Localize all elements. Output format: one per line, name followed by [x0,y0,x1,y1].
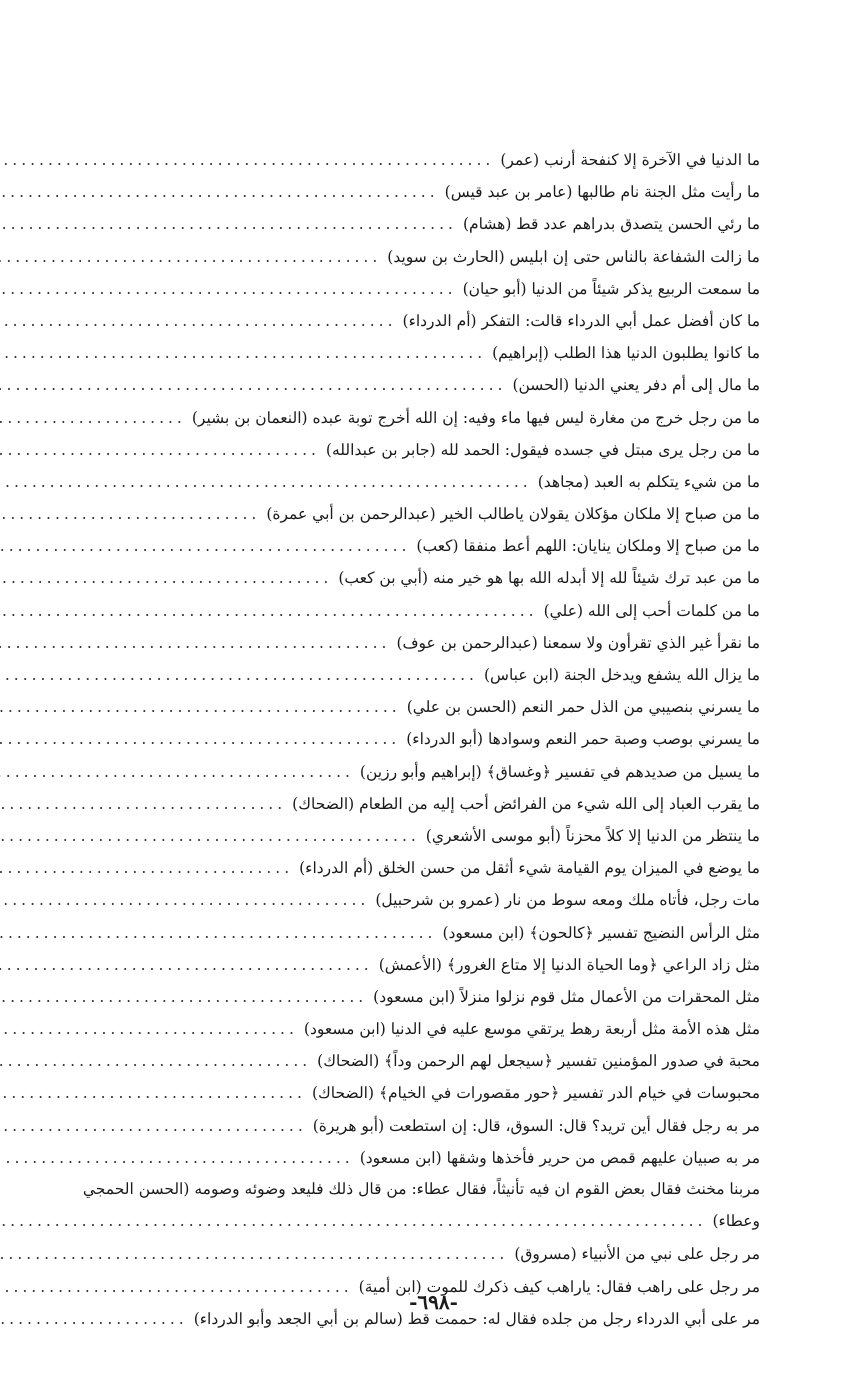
index-entry [86,633,760,665]
leader-dots [0,891,369,909]
index-entry [86,247,760,279]
index-entry [86,214,760,246]
entry-text: ما من صباح إلا ملكان مؤكلان يقولان ياطالب الخير (عبدالرحمن بن أبي عمرة) [266,505,760,524]
entry-text: ما سمعت الربيع يذكر شيئاً من الدنيا (أبو حيان) [462,279,760,298]
entry-text: ما يسرني بنصيبي من الذل حمر النعم (الحسن بن علي) [406,698,760,717]
leader-dots [0,1149,354,1167]
index-entry [86,1083,760,1115]
index-entry [86,1116,760,1148]
index-entry [86,1019,760,1051]
entry-text: ما من عبد ترك شيئاً لله إلا أبدله الله بها هو خير منه (أبي بن كعب) [338,569,760,588]
entry-text: مر رجل على راهب فقال: ياراهب كيف ذكرك للموت (ابن أمية) [358,1277,760,1296]
entry-text: ما يوضع في الميزان يوم القيامة شيء أثقل من حسن الخلق (أم الدرداء) [299,859,760,878]
entry-text-line2: وعطاء) [712,1212,760,1231]
entry-text: مر رجل على نبي من الأنبياء (مسروق) [514,1245,760,1264]
leader-dots [0,666,478,684]
leader-dots [0,1084,306,1102]
leader-dots [0,1117,307,1135]
leader-dots [0,280,457,298]
leader-dots [0,763,354,781]
index-entry [86,440,760,472]
entry-text: ما يقرب العباد إلى الله شيء من الفرائض أحب إليه من الطعام (الضحاك) [292,794,760,813]
leader-dots [0,859,293,877]
entry-text: ما من رجل خرج من مغارة ليس فيها ماء وفيه: إن الله أخرج توبة عبده (النعمان بن بشير) [191,408,760,427]
index-entry [86,375,760,407]
leader-dots [0,827,420,845]
leader-dots [0,569,332,587]
leader-dots [0,505,260,523]
index-entry [86,311,760,343]
page-number: -٦٩٨- [409,1290,458,1314]
leader-dots [0,344,486,362]
entry-text: ما نقرأ غير الذي تقرأون ولا سمعنا (عبدالرحمن بن عوف) [396,633,760,652]
entry-text: ما من كلمات أحب إلى الله (علي) [543,601,760,620]
entry-text: ما مال إلى أم دفر يعني الدنيا (الحسن) [512,376,760,395]
leader-dots [0,441,320,459]
index-entry [86,665,760,697]
entry-text: ما الدنيا في الآخرة إلا كنفحة أرنب (عمر) [500,151,760,169]
index-entry [86,794,760,826]
entry-text: ما كان أفضل عمل أبي الدرداء قالت: التفكر (أم الدرداء) [402,311,760,330]
entry-text: ما يزال الله يشفع ويدخل الجنة (ابن عباس) [483,666,760,684]
entry-text: ما من صباح إلا وملكان ينايان: اللهم أعط منفقا (كعب) [416,537,760,556]
index-entry [86,826,760,858]
index-entry [86,601,760,633]
leader-dots [0,312,397,330]
index-entry [86,987,760,1019]
index-entry [86,1244,760,1276]
index-entry [86,923,760,955]
index-entry [86,1148,760,1180]
index-entry [86,279,760,311]
leader-dots [0,730,400,748]
entry-text-line2-row [86,1212,760,1244]
leader-dots [0,924,436,942]
entry-text-line1: مربنا مخنث فقال بعض القوم ان فيه تأنيثاً، فقال عطاء: من قال ذلك فليعد وضوئه وصومه (الحسن الحمجي [82,1180,760,1198]
entry-text: ما يسرني بوصب وصبة حمر النعم وسوادها (أبو الدرداء) [406,730,760,749]
index-entry [86,858,760,890]
index-entry [86,408,760,440]
entry-text: ما رأيت مثل الجنة نام طالبها (عامر بن عبد قيس) [444,183,760,202]
index-list [82,150,760,1341]
leader-dots [0,988,367,1006]
leader-dots [0,537,410,555]
entry-text: محبة في صدور المؤمنين تفسير ﴿سيجعل لهم الرحمن وداً﴾ (الضحاك) [317,1052,760,1071]
index-entry [86,504,760,536]
entry-text: ما ينتظر من الدنيا إلا كلاً محزناً (أبو موسى الأشعري) [425,826,760,845]
entry-text: محبوسات في خيام الدر تفسير ﴿حور مقصورات في الخيام﴾ (الضحاك) [311,1084,760,1103]
entry-text: مر به صبيان عليهم قمص من حرير فأخذها وشقها (ابن مسعود) [359,1148,760,1167]
index-entry [86,536,760,568]
leader-dots [0,215,457,233]
leader-dots [0,1020,298,1038]
entry-text: ما رئي الحسن يتصدق بدراهم عدد قط (هشام) [462,215,760,234]
leader-dots [0,698,401,716]
index-entry [86,729,760,761]
entry-text: مات رجل، فأتاه ملك ومعه سوط من نار (عمرو بن شرحبيل) [375,891,760,910]
leader-dots [0,248,381,266]
index-entry [86,472,760,504]
entry-text: ما من رجل يرى مبتل في جسده فيقول: الحمد لله (جابر بن عبدالله) [325,440,760,459]
leader-dots [0,795,286,813]
entry-text: مر به رجل فقال أين تريد؟ قال: السوق، قال: إن استطعت (أبو هريرة) [312,1116,760,1135]
entry-text: مثل زاد الراعي ﴿وما الحياة الدنيا إلا متاع الغرور﴾ (الأعمش) [378,955,760,974]
leader-dots [0,634,390,652]
leader-dots [0,409,186,427]
leader-dots [0,151,494,169]
leader-dots [0,956,373,974]
entry-text: ما زالت الشفاعة بالناس حتى إن ابليس (الحارث بن سويد) [387,247,760,266]
index-entry [86,343,760,375]
index-entry [86,955,760,987]
entry-text: مثل الرأس النضيج تفسير ﴿كالحون﴾ (ابن مسعود) [442,923,760,942]
leader-dots [0,473,532,491]
index-entry [86,1051,760,1083]
index-entry-wrapped [82,1180,760,1244]
leader-dots [0,1212,706,1230]
leader-dots [0,1052,311,1070]
index-entry [86,150,760,182]
entry-text: ما كانوا يطلبون الدنيا هذا الطلب (إبراهيم) [492,344,760,363]
leader-dots [0,376,506,394]
leader-dots [0,1245,508,1263]
index-entry [86,697,760,729]
index-entry [86,890,760,922]
leader-dots [0,602,538,620]
index-entry [86,762,760,794]
entry-text: ما يسيل من صديدهم في تفسير ﴿وغساق﴾ (إبراهيم وأبو رزين) [359,762,760,781]
index-entry [86,182,760,214]
entry-text: مر على أبي الدرداء رجل من جلده فقال له: حممت قط (سالم بن أبي الجعد وأبو الدرداء) [193,1309,760,1328]
entry-text: ما من شيء يتكلم به العبد (مجاهد) [537,472,760,491]
entry-text: مثل هذه الأمة مثل أربعة رهط يرتقي موسع عليه في الدنيا (ابن مسعود) [303,1020,760,1039]
index-entry [86,568,760,600]
entry-text: مثل المحقرات من الأعمال مثل قوم نزلوا منزلاً (ابن مسعود) [373,987,760,1006]
leader-dots [0,183,439,201]
